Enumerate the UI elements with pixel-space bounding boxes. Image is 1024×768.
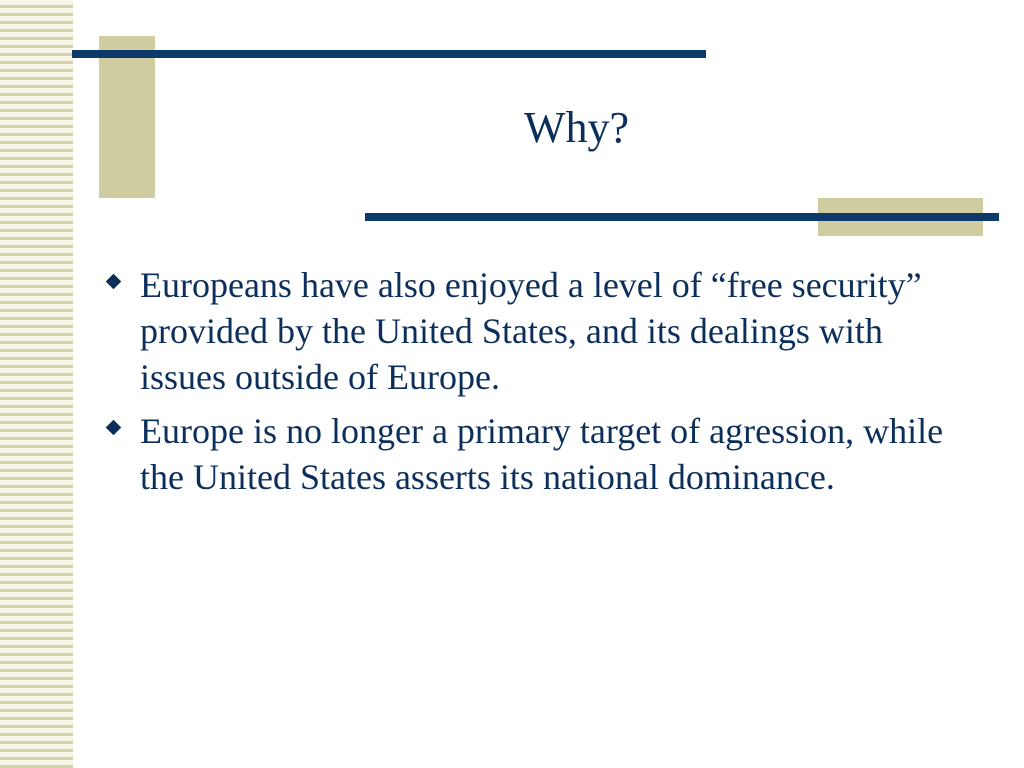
bullet-list bbox=[104, 262, 964, 508]
title-rule-top bbox=[72, 50, 706, 58]
diamond-bullet-icon bbox=[106, 420, 122, 436]
bullet-item bbox=[104, 262, 964, 400]
bullet-text: Europeans have also enjoyed a level of “free security” provided by the United States, and its dealings with issues outside of Europe. bbox=[140, 265, 922, 397]
bullet-item bbox=[104, 408, 964, 500]
title-rule-bottom bbox=[365, 213, 999, 221]
decorative-stripe-band bbox=[0, 0, 73, 768]
diamond-bullet-icon bbox=[106, 274, 122, 290]
decorative-block-top bbox=[99, 36, 155, 198]
bullet-text: Europe is no longer a primary target of agression, while the United States asserts its national dominance. bbox=[140, 411, 944, 497]
slide-title: Why? bbox=[523, 103, 630, 152]
